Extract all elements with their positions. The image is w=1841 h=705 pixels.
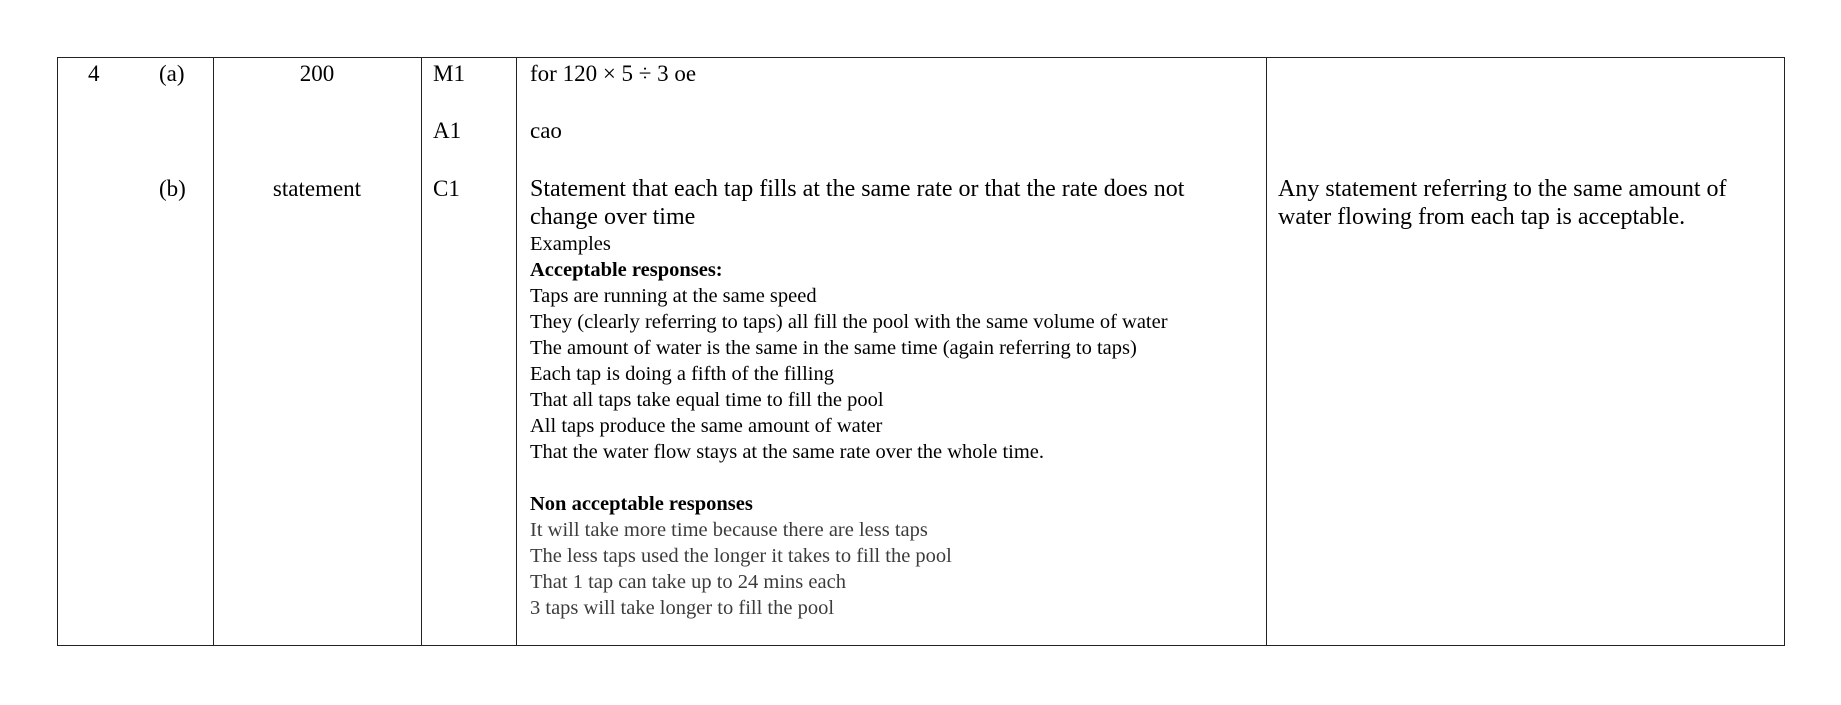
non-acceptable-response: That 1 tap can take up to 24 mins each xyxy=(530,571,846,593)
a1-note: cao xyxy=(530,118,562,143)
statement-requirement-line: Statement that each tap fills at the same rate or that the rate does not xyxy=(530,176,1185,202)
acceptable-response: Taps are running at the same speed xyxy=(530,285,817,307)
part-b-notes xyxy=(530,175,1184,621)
non-acceptable-heading: Non acceptable responses xyxy=(530,493,753,515)
mark-code-a1: A1 xyxy=(433,118,462,143)
mark-code-c1: C1 xyxy=(433,176,460,201)
non-acceptable-response: It will take more time because there are less taps xyxy=(530,519,928,541)
acceptable-response: They (clearly referring to taps) all fill the pool with the same volume of water xyxy=(530,311,1168,333)
m1-working: for 120 × 5 ÷ 3 oe xyxy=(530,61,697,86)
acceptable-response: All taps produce the same amount of water xyxy=(530,415,883,437)
part-a-label: (a) xyxy=(159,61,185,86)
statement-requirement-line: change over time xyxy=(530,204,696,230)
non-acceptable-response: The less taps used the longer it takes to fill the pool xyxy=(530,545,952,567)
part-b-label: (b) xyxy=(159,176,186,201)
acceptable-response: The amount of water is the same in the same time (again referring to taps) xyxy=(530,337,1137,359)
question-number: 4 xyxy=(88,61,100,86)
acceptable-response: That the water flow stays at the same rate over the whole time. xyxy=(530,441,1045,463)
mark-scheme-table xyxy=(57,57,1785,646)
acceptable-response: That all taps take equal time to fill the pool xyxy=(530,389,884,411)
mark-code-m1: M1 xyxy=(433,61,465,86)
column-divider xyxy=(213,58,214,645)
guidance-line: Any statement referring to the same amount of xyxy=(1278,176,1727,202)
guidance-line: water flowing from each tap is acceptable. xyxy=(1278,204,1686,230)
non-acceptable-response: 3 taps will take longer to fill the pool xyxy=(530,597,835,619)
acceptable-heading: Acceptable responses: xyxy=(530,259,723,281)
additional-guidance xyxy=(1278,175,1727,231)
examples-heading: Examples xyxy=(530,233,611,255)
acceptable-response: Each tap is doing a fifth of the filling xyxy=(530,363,835,385)
spacer xyxy=(530,465,1184,491)
column-divider xyxy=(516,58,517,645)
column-divider xyxy=(1266,58,1267,645)
part-b-answer: statement xyxy=(272,176,362,201)
part-a-answer: 200 xyxy=(299,61,335,86)
column-divider xyxy=(421,58,422,645)
